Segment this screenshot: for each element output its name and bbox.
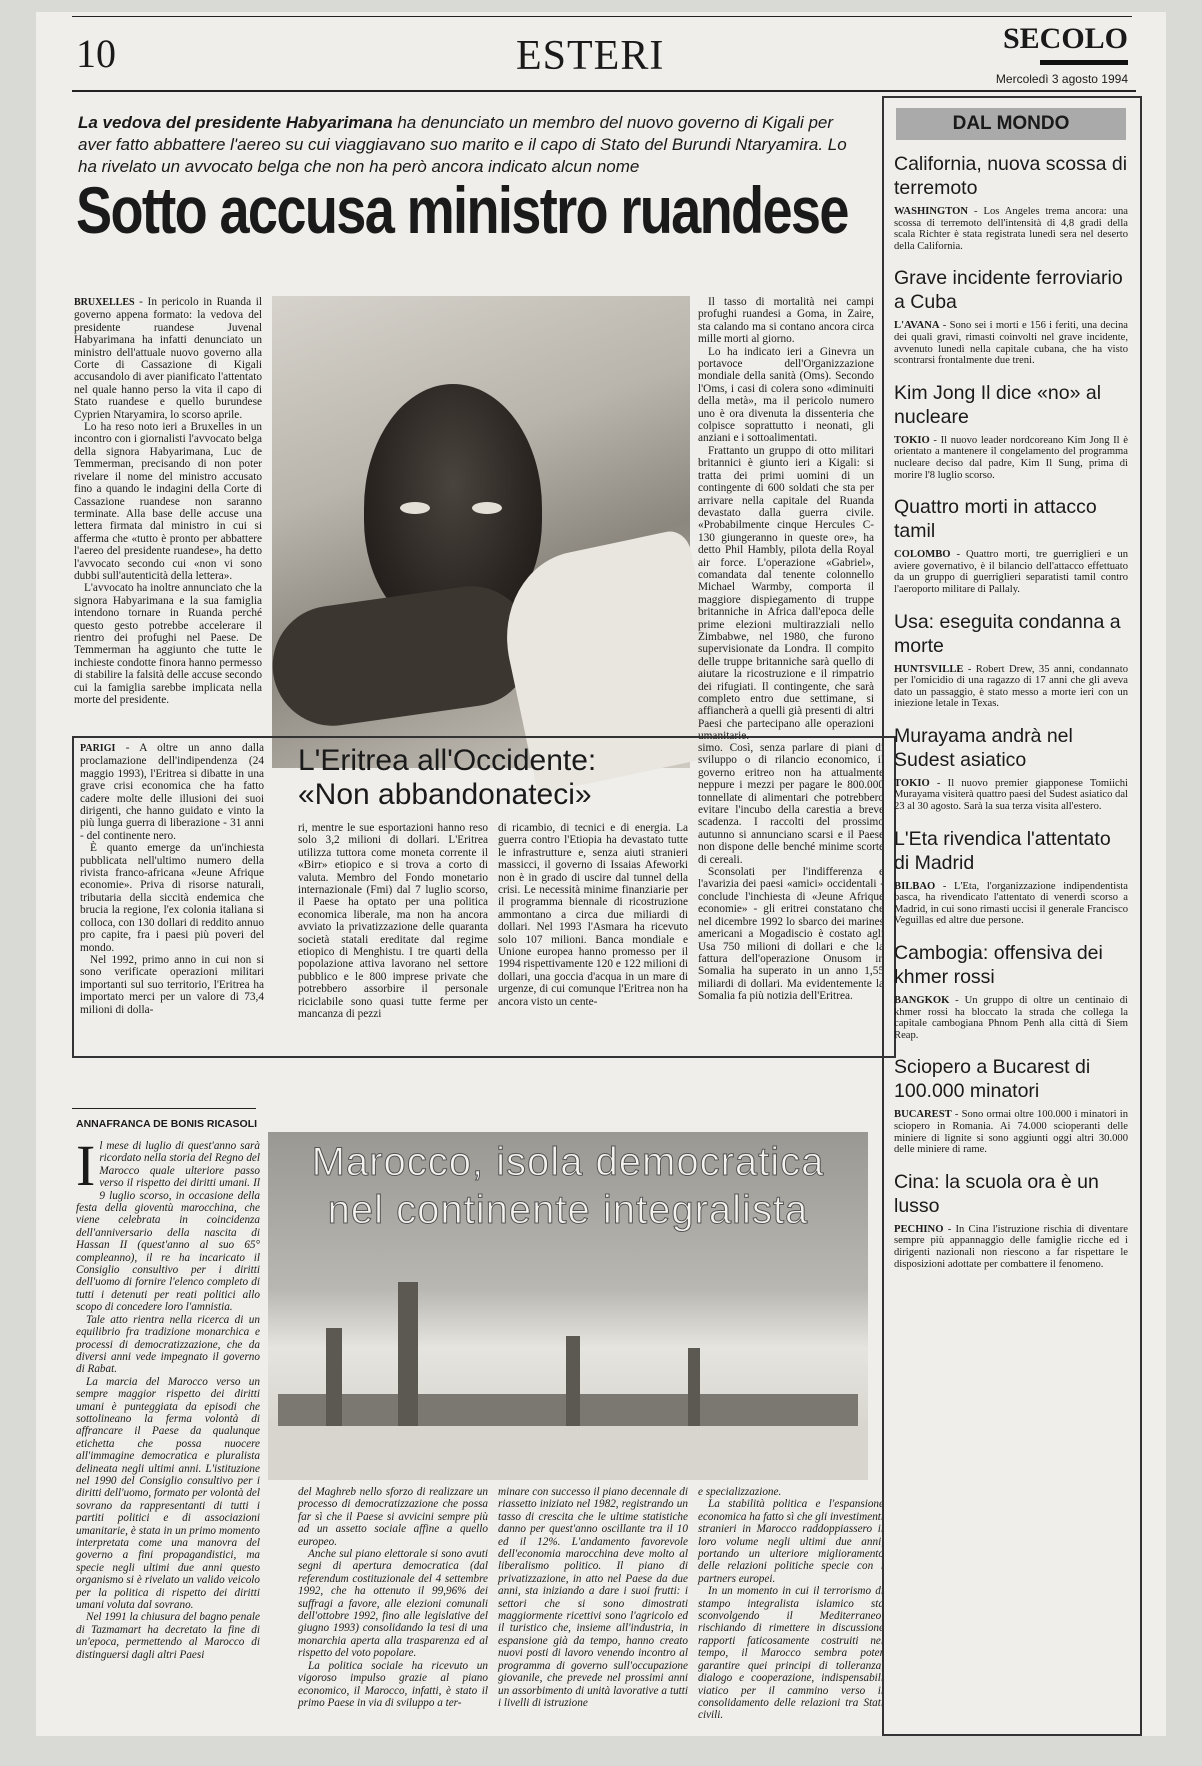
photo-eye-right (472, 502, 502, 514)
brief-body: - Un gruppo di oltre un centinaio di khmer rossi ha bloccato la strada che collega la capitale cambogiana Phnom Penh alla città di Siem Reap. (894, 995, 1128, 1041)
lead-col3-p3: Frattanto un gruppo di otto militari britannici è giunto ieri a Kigali: si tratta dei primi uomini di un contingente di 600 soldati che sta per arrivare nella capitale del Ruanda devastato dalla guerra civile. «Probabilmente cinque Hercules C-130 giungeranno in queste ore», ha detto Phil Hambly, pilota della Royal air force. L'operazione «Gabriel», comandata dal tenente colonnello Michael Warmby, comporta il maggiore dispiegamento di truppe britanniche in Africa dall'epoca delle prime elezioni multirazziali nello Zimbabwe, nel 1980, che furono supervisionate da Londra. Il compito delle truppe britanniche sarà quello di aiutare la ricostruzione e il rimpatrio dei rifugiati. Il contingente, che sarà completo entro due settimane, si affiancherà a quelli già presenti di altri Paesi che partecipano alle operazioni umanitarie. (698, 444, 874, 743)
brief-body: - Los Angeles trema ancora: una scossa di terremoto dell'intensità di 4,8 gradi della scala Richter è stata registrata lunedì sera nel deserto della California. (894, 206, 1128, 252)
brief-body: - L'Eta, l'organizzazione indipendentista basca, ha rivendicato l'attentato di venerdì scorso a Madrid, in cui sono rimasti uccisi il generale Francisco Veguillas ed altre due persone. (894, 880, 1128, 927)
byline-rule (72, 1108, 256, 1109)
brief-dateline: HUNTSVILLE (894, 663, 964, 675)
morocco-col2-p1: del Maghreb nello sforzo di realizzare un processo di democratizzazione che possa far sì che il Paese si avvicini sempre più ad un assetto sociale affine a quello europeo. (298, 1486, 488, 1548)
brief-item (894, 495, 1128, 595)
brief-item (894, 724, 1128, 813)
briefs-list (894, 152, 1128, 1728)
eritrea-col1-p2: È quanto emerge da un'inchiesta pubblicata nell'ultimo numero della rivista franco-africana «Jeune Afrique economie». Priva di risorse naturali, tributaria della siccità endemica che brucia la regione, l'ex colonia italiana si colloca, con 130 dollari di reddito annuo pro capite, fra i paesi più poveri del mondo. (80, 842, 264, 954)
kicker-bold: La vedova del presidente Habyarimana (78, 113, 393, 132)
morocco-headline (268, 1138, 868, 1234)
morocco-col1-p1: l mese di luglio di quest'anno sarà ricordato nella storia del Regno del Marocco quale ulteriore passo verso il rispetto dei diritti umani. Il 9 luglio scorso, in occasione della festa della gioventù marocchina, che viene celebrata in coincidenza dell'anniversario della nascita di Hassan II (quest'anno al suo 65° compleanno), il re ha incaricato il Consiglio consultivo per i diritti dell'uomo di fornire l'elenco completo di tutti i detenuti per reati politici allo scopo di concedere loro l'amnistia. (76, 1140, 260, 1314)
brief-headline: California, nuova scossa di terremoto (894, 153, 1128, 199)
brief-text (894, 1224, 1128, 1270)
brief-item (894, 266, 1128, 366)
eritrea-col4-p2: Sconsolati per l'indifferenza e l'avarizia dei paesi «amici» occidentali - conclude l'inchiesta di «Jeune Afrique economie» - gli eritrei constatano che nel dicembre 1992 lo sbarco dei marines americani a Mogadiscio è costato agli Usa 750 milioni di dollari e che la fattura dell'operazione Onusom in Somalia ha superato in un anno 1,55 miliardi di dollari. Ma evidentemente la Somalia fa più notizia dell'Eritrea. (698, 866, 884, 1003)
brief-body: - Sono ormai oltre 100.000 i minatori in sciopero in Romania. Ai 74.000 scioperanti delle miniere di lignite si sono aggiunti oggi altri 30.000 delle miniere di rame. (894, 1109, 1128, 1156)
lead-headline: Sotto accusa ministro ruandese (76, 173, 848, 247)
brief-body: - Robert Drew, 35 anni, condannato per l'omicidio di una ragazzo di 17 anni che gli aveva dato un passaggio, è stato messo a morte ieri con un iniezione letale in Texas. (894, 663, 1128, 710)
brief-item (894, 827, 1128, 927)
lead-dateline: BRUXELLES (74, 297, 135, 308)
brief-item (894, 152, 1128, 252)
brief-dateline: WASHINGTON (894, 206, 968, 217)
eritrea-headline-line2: «Non abbandonateci» (298, 778, 592, 811)
logo-bar (1040, 60, 1128, 65)
page-number: 10 (76, 31, 116, 76)
header-rule (72, 90, 1136, 92)
morocco-photo (268, 1132, 868, 1480)
morocco-headline-line2: nel continente integralista (327, 1188, 809, 1232)
morocco-col1-p4: Nel 1991 la chiusura del bagno penale di Tazmamart ha decretato la fine di un'epoca, permettendo al Marocco di distinguersi dagli altri Paesi (76, 1611, 261, 1661)
lead-col1-p3: L'avvocato ha inoltre annunciato che la signora Habyarimana e la sua famiglia intendono tornare in Ruanda perché questo gesto potrebbe accelerare il rientro dei profughi nel Paese. De Temmerman ha aggiunto che tutte le inchieste condotte finora hanno permesso di stabilire la falsità delle accuse secondo cui la famiglia sarebbe implicata nella morte del presidente. (74, 582, 262, 706)
brief-text (894, 435, 1128, 481)
brief-headline: Grave incidente ferroviario a Cuba (894, 267, 1123, 314)
morocco-column-1 (76, 1133, 261, 1732)
morocco-headline-line1: Marocco, isola democratica (311, 1140, 825, 1184)
brief-text (894, 206, 1128, 252)
newspaper-page (36, 12, 1166, 1736)
brief-text (894, 549, 1128, 595)
photo-minaret-left (326, 1328, 342, 1426)
eritrea-headline-line1: L'Eritrea all'Occidente: (298, 744, 597, 777)
photo-minaret-tall (398, 1282, 418, 1426)
brief-headline: Cina: la scuola ora è un lusso (894, 1170, 1099, 1217)
lead-col3-p2: Lo ha indicato ieri a Ginevra un portavoce dell'Organizzazione mondiale della sanità (Oms). Secondo l'Oms, i casi di colera sono «diminuiti della metà», ma il pericolo numero uno è ora divenuta la dissenteria che colpisce soprattutto i neonati, gli anziani e i sottoalimentati. (698, 345, 874, 445)
brief-headline: Usa: eseguita condanna a morte (894, 610, 1121, 657)
brief-text (894, 995, 1128, 1041)
brief-dateline: PECHINO (894, 1223, 944, 1235)
morocco-column-2 (298, 1486, 488, 1732)
morocco-col1-p3: La marcia del Marocco verso un sempre maggior rispetto dei diritti umani è punteggiata da episodi che sottolineano la ferma volontà di affrancare il Paese da qualunque etichetta che possa nuocere all'immagine democratica e pluralista delineata negli ultimi anni. L'istituzione nel 1990 del Consiglio consultivo per i diritti dell'uomo, formato per volontà del sovrano da rappresentanti di tutti i partiti politici e di associazioni umanitarie, è stata in un primo momento interpretata come una manovra del governo a fini propagandistici, ma specie negli ultimi due anni questo organismo si è rivelato un valido veicolo per la politica di rispetto dei diritti umani voluta dal sovrano. (76, 1375, 260, 1612)
lead-col3-p1: Il tasso di mortalità nei campi profughi ruandesi a Goma, in Zaire, sta calando ma si contano ancora circa mille morti al giorno. (698, 296, 874, 346)
section-title: ESTERI (516, 33, 665, 79)
lead-column-1 (74, 296, 262, 726)
lead-col1-p1: - In pericolo in Ruanda il governo appena formato: la vedova del presidente ruandese Juvenal Habyarimana ha infatti denunciato un ministro dell'attuale nuovo governo alla Corte di Cassazione di Kigali accusandolo di aver pianificato l'attentato nel quale hanno perso la vita il capo di Stato ruandese e quello burundese Cyprien Ntaryamira, lo scorso aprile. (74, 296, 262, 421)
morocco-col1-p2: Tale atto rientra nella ricerca di un equilibrio fra tradizione monarchica e processi di democratizzazione, che da diversi anni vede impegnato il governo di Rabat. (76, 1313, 260, 1376)
brief-dateline: BILBAO (894, 880, 936, 892)
photo-foreground (268, 1426, 868, 1480)
lead-photo-child (272, 296, 690, 768)
brief-body: - Il nuovo leader nordcoreano Kim Jong Il è orientato a mantenere il congelamento del programma nucleare deciso dal padre, Kim Il Sung, prima di morire l'8 luglio scorso. (894, 434, 1128, 481)
eritrea-column-2: ri, mentre le sue esportazioni hanno reso solo 3,2 milioni di dollari. L'Eritrea utilizza tuttora come moneta corrente il «Birr» etiopico e si trova a corto di valuta. Membro del Fondo monetario internazionale (Fmi) dal 7 luglio scorso, il Paese ha optato per una politica economica liberale, ma non ha ancora avviato la privatizzazione delle quaranta società statali ereditate dal regime etiopico di Menghistu. I tre quarti della popolazione attiva lavorano nel settore pubblico e le 800 imprese private che potrebbero assorbire il personale riciclabile sono quasi tutte ferme per mancanza di pezzi (298, 822, 488, 1021)
morocco-col2-p2: Anche sul piano elettorale si sono avuti segni di apertura democratica (dal referendum costituzionale del 4 settembre 1992, che ha ottenuto il 99,96% dei suffragi a favore, alle elezioni comunali dell'ottobre 1992, fino alle legislative del giugno 1993) consolidando la tesi di una monarchia aperta alla trasparenza ed al rispetto del voto popolare. (298, 1548, 488, 1660)
eritrea-column-1 (80, 742, 264, 1048)
sidebar-title: DAL MONDO (896, 108, 1126, 140)
photo-minaret-right (688, 1348, 700, 1426)
photo-minaret-center (566, 1336, 580, 1426)
newspaper-logo: SECOLO (1002, 22, 1128, 55)
brief-dateline: COLOMBO (894, 549, 951, 561)
brief-text (894, 320, 1128, 366)
brief-text (894, 1109, 1128, 1155)
morocco-dropcap: I (76, 1133, 96, 1198)
lead-column-3 (698, 296, 874, 743)
brief-dateline: BUCAREST (894, 1109, 952, 1121)
eritrea-col1-p1: - A oltre un anno dalla proclamazione dell'indipendenza (24 maggio 1993), l'Eritrea si dibatte in una grave crisi economica che ha fatto cadere molte delle illusioni dei suoi dirigenti, che hanno guidato e vinto la più lunga guerra di liberazione - 31 anni - del continente nero. (80, 742, 264, 842)
brief-headline: Kim Jong Il dice «no» al nucleare (894, 381, 1102, 428)
eritrea-dateline: PARIGI (80, 743, 116, 754)
brief-headline: Cambogia: offensiva dei khmer rossi (894, 942, 1103, 989)
issue-date: Mercoledì 3 agosto 1994 (995, 72, 1128, 86)
morocco-col2-p3: La politica sociale ha ricevuto un vigoroso impulso grazie al piano economico, il Marocco, infatti, è stato il primo Paese in via di sviluppo a ter- (298, 1659, 488, 1709)
eritrea-col4-p1: simo. Così, senza parlare di piani di sviluppo o di rilancio economico, il governo eritreo non ha attualmente neppure i mezzi per pagare le 800.000 tonnellate di alimentari che potrebbero evitare l'incubo della carestia a breve scadenza. I raccolti del prossimo autunno si annunciano scarsi e il Paese non dispone delle benché minime scorte di cereali. (698, 742, 884, 866)
brief-item (894, 1055, 1128, 1155)
photo-arm (265, 578, 539, 733)
brief-headline: Sciopero a Bucarest di 100.000 minatori (894, 1056, 1091, 1103)
morocco-column-4 (698, 1486, 884, 1732)
eritrea-headline (298, 744, 678, 812)
brief-headline: Quattro morti in attacco tamil (894, 496, 1097, 543)
brief-item (894, 1170, 1128, 1270)
brief-item (894, 941, 1128, 1041)
photo-eye-left (400, 502, 430, 514)
brief-dateline: TOKIO (894, 777, 930, 789)
morocco-col4-p1: e specializzazione. (698, 1486, 782, 1498)
eritrea-column-4 (698, 742, 884, 1048)
lead-kicker (78, 112, 848, 178)
brief-body: - Il nuovo premier giapponese Tomiichi Murayama visiterà quattro paesi del Sudest asiatico dal 23 al 30 agosto. Sarà la sua terza visita all'estero. (894, 777, 1128, 813)
morocco-col4-p2: La stabilità politica e l'espansione economica ha fatto sì che gli investimenti stranieri in Marocco raddoppiassero il loro volume negli ultimi due anni, portando un ulteriore miglioramento delle relazioni politiche specie con i partners europei. (698, 1498, 884, 1585)
morocco-byline: ANNAFRANCA DE BONIS RICASOLI (76, 1118, 258, 1130)
brief-dateline: TOKIO (894, 434, 930, 446)
lead-col1-p2: Lo ha reso noto ieri a Bruxelles in un incontro con i giornalisti l'avvocato belga della signora Habyarimana, Luc de Temmerman, precisando di non poter rivelare il nome del ministro accusato fino a quando le indagini della Corte di Cassazione ruandese non saranno terminate. Alla base delle accuse una lettera firmata dal ministro in cui si afferma che «tutto è pronto per abbattere l'aereo del presidente ruandese», ha detto l'avvocato secondo cui «non vi sono dubbi sull'autenticità della lettera». (74, 421, 262, 582)
brief-item (894, 610, 1128, 710)
brief-item (894, 381, 1128, 481)
top-rule (72, 16, 1132, 17)
brief-body: - In Cina l'istruzione rischia di diventare sempre più appannaggio delle famiglie ricche ed i dirigenti nazionali non riescono a far rispettare le disposizioni adottate per combattere il fenomeno. (894, 1223, 1128, 1270)
brief-text (894, 778, 1128, 813)
brief-body: - Sono sei i morti e 156 i feriti, una decina dei quali gravi, rimasti coinvolti nel grave incidente, avvenuto lunedì nella capitale cubana, che ha visto scontrarsi frontalmente due treni. (894, 320, 1128, 367)
morocco-column-3: minare con successo il piano decennale di riassetto iniziato nel 1982, registrando un tasso di crescita che le ultime statistiche danno per quest'anno oscillante tra il 10 ed il 12%. L'andamento favorevole dell'economia marocchina deve molto al liberalismo politico. Il piano di privatizzazione, in atto nel Paese da due anni, sta iniziando a dare i suoi frutti: i settori che si sono dimostrati maggiormente ricettivi sono l'agricolo ed il turistico che, insieme all'industria, in espansione già da tempo, hanno creato nuovi posti di lavoro venendo incontro al programma di governo sull'occupazione giovanile, che prevede nel prossimi anni un assorbimento di unità lavorative a tutti i livelli di istruzione (498, 1486, 688, 1709)
brief-text (894, 664, 1128, 710)
brief-headline: L'Eta rivendica l'attentato di Madrid (894, 827, 1111, 874)
kicker-text: ha denunciato un membro del nuovo governo di Kigali per aver fatto abbattere l'aereo su cui viaggiavano suo marito e il capo di Stato del Burundi Ntaryamira. Lo ha rivelato un avvocato belga che non ha però ancora indicato alcun nome (78, 113, 847, 176)
brief-text (894, 881, 1128, 927)
eritrea-column-3: di ricambio, di tecnici e di energia. La guerra contro l'Etiopia ha devastato tutte le infrastrutture e, senza aiuti stranieri massicci, il governo di Issaias Afeworki non è in grado di uscire dal tunnel della crisi. Le necessità minime finanziarie per il programma biennale di ricostruzione ammontano a circa due miliardi di dollari. Nel 1993 l'Asmara ha ricevuto solo 107 milioni. Banca mondiale e Unione europea hanno promesso per il 1994 rispettivamente 120 e 122 milioni di dollari, una goccia d'acqua in un mare di urgenze, di cui comunque l'Eritrea non ha ancora visto un cente- (498, 822, 688, 1008)
brief-headline: Murayama andrà nel Sudest asiatico (894, 724, 1073, 771)
brief-dateline: BANGKOK (894, 995, 950, 1007)
brief-dateline: L'AVANA (894, 320, 940, 332)
morocco-col4-p3: In un momento in cui il terrorismo di stampo integralista islamico sta sconvolgendo il Mediterraneo, rischiando di rimettere in discussione rapporti faticosamente costruiti nel tempo, il Marocco sembra poter garantire quei principi di tolleranza, dialogo e cooperazione, indispensabili viatico per il cammino verso il consolidamento delle relazioni tra Stati civili. (698, 1585, 884, 1722)
brief-body: - Quattro morti, tre guerriglieri e un aviere governativo, è il bilancio dell'attacco effettuato da un gruppo di guerriglieri separatisti tamil contro l'aeroporto militare di Pallaly. (894, 549, 1128, 595)
eritrea-col1-p3: Nel 1992, primo anno in cui non si sono verificate operazioni militari importanti sul suo territorio, l'Eritrea ha importato merci per un valore di 73,4 milioni di dolla- (80, 953, 264, 1016)
